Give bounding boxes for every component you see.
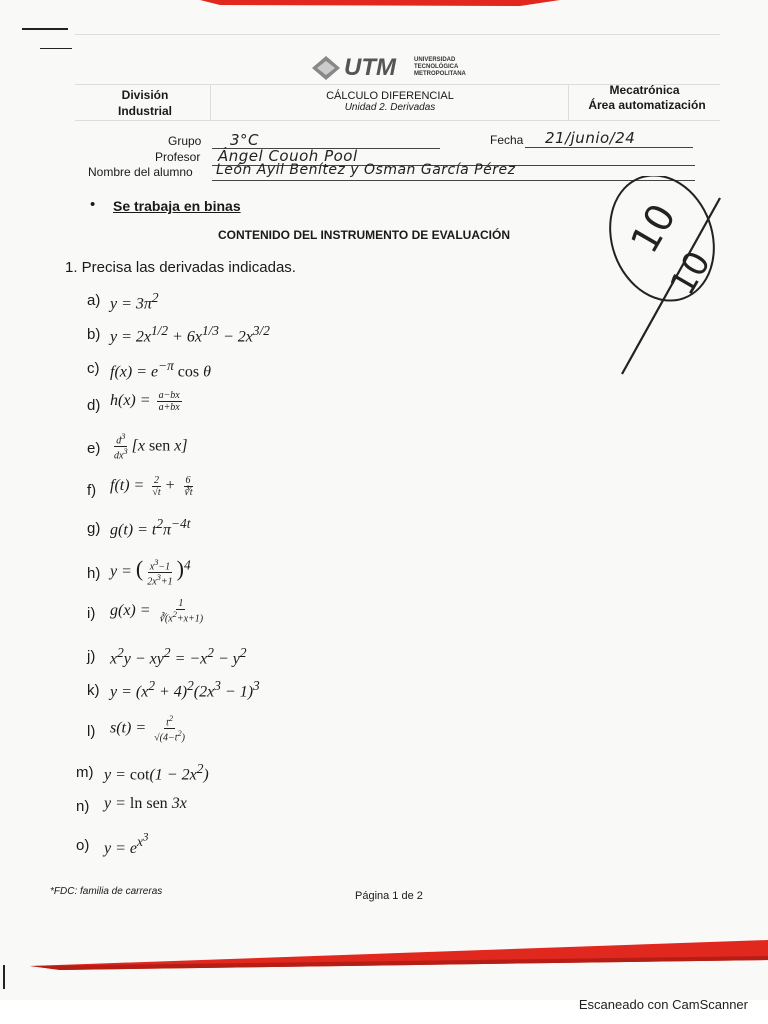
group-label: Grupo — [168, 134, 202, 148]
logo-line: UNIVERSIDAD — [414, 57, 456, 63]
career-value: Mecatrónica — [609, 83, 680, 97]
page-number: Página 1 de 2 — [355, 890, 423, 902]
item-label: d) — [87, 397, 101, 414]
item-label: n) — [76, 798, 90, 815]
item-label: j) — [87, 648, 96, 665]
logo-line: METROPOLITANA — [414, 71, 466, 77]
grade-mark — [600, 176, 740, 381]
question-text: 1. Precisa las derivadas indicadas. — [65, 259, 296, 276]
footer-note: *FDC: familia de carreras — [50, 886, 163, 897]
expr-a: $y = 3\pi^2$ — [110, 290, 159, 313]
expr-b: $y = 2x^{1/2} + 6x^{1/3} - 2x^{3/2}$ — [110, 323, 270, 346]
expr-i: g(x) = $\frac{1}{∛(x^2+x+1)}$ — [110, 598, 204, 625]
expr-m: $y = \cot(1 - 2x^2)$ — [104, 761, 209, 784]
grade-denominator: 10 — [662, 244, 719, 303]
expr-n: y = ln sen 3x — [104, 795, 187, 812]
division-label: División — [121, 88, 169, 102]
item-label: o) — [76, 837, 90, 854]
bullet-text: Se trabaja en binas — [113, 198, 241, 214]
date-underline — [525, 147, 693, 148]
area-value: Área automatización — [588, 98, 706, 112]
expr-o: $y = e^{x^3}$ — [104, 832, 149, 857]
date-label: Fecha — [490, 133, 524, 147]
student-label: Nombre del alumno — [88, 165, 193, 179]
header-border — [210, 84, 211, 120]
top-red-stripe — [0, 0, 768, 12]
grade-numerator: 10 — [622, 196, 685, 261]
expr-j: $x^2y - xy^2 = -x^2 - y^2$ — [110, 645, 247, 668]
bullet-dot: • — [90, 196, 96, 213]
header-border — [568, 84, 569, 120]
expr-l: s(t) = $\frac{t^2}{√(4-t^2)}$ — [110, 714, 185, 744]
item-label: a) — [87, 292, 101, 309]
utm-logo — [310, 54, 490, 84]
unit-title: Unidad 2. Derivadas — [344, 102, 436, 113]
header-border — [75, 120, 720, 121]
logo-line: TECNOLÓGICA — [414, 64, 459, 70]
expr-g: $g(t) = t^2\pi^{-4t}$ — [110, 516, 191, 539]
professor-value: Ángel Couoh Pool — [218, 147, 358, 165]
expr-d: h(x) = $\frac{a-bx}{a+bx}$ — [110, 390, 180, 413]
item-label: g) — [87, 520, 101, 537]
bottom-red-stripe — [0, 930, 768, 975]
expr-f: f(t) = $\frac{2}{√t}$ + $\frac{6}{∛t}$ — [110, 475, 193, 498]
logo-diamond-icon — [310, 54, 344, 82]
item-label: c) — [87, 360, 100, 377]
expr-k: $y = (x^2 + 4)^2(2x^3 - 1)^3$ — [110, 678, 260, 701]
scanner-watermark: Escaneado con CamScanner — [578, 997, 748, 1012]
student-value: León Ayil Benítez y Osman García Pérez — [216, 162, 516, 178]
item-label: m) — [76, 764, 94, 781]
date-value: 21/junio/24 — [545, 129, 636, 147]
expr-c: $f(x) = e^{-\pi}$ cos θ — [110, 358, 211, 381]
logo-text: UTM — [344, 54, 396, 81]
margin-mark — [22, 28, 68, 30]
expr-h: y = ( $\frac{x^3-1}{2x^3+1}$ )$^4$ — [110, 556, 191, 588]
margin-mark — [40, 48, 72, 49]
section-title: CONTENIDO DEL INSTRUMENTO DE EVALUACIÓN — [218, 228, 511, 242]
division-value: Industrial — [117, 104, 172, 118]
course-title: CÁLCULO DIFERENCIAL — [326, 90, 454, 102]
margin-mark — [3, 965, 5, 989]
item-label: i) — [87, 605, 96, 622]
item-label: f) — [87, 482, 97, 499]
item-label: e) — [87, 440, 101, 457]
item-label: k) — [87, 682, 100, 699]
group-value: 3°C — [230, 131, 260, 149]
expr-e: $\frac{d^3}{dx^3}$ [x sen x] — [114, 432, 188, 462]
logo-university-name — [414, 57, 466, 78]
item-label: l) — [87, 723, 96, 740]
item-label: b) — [87, 326, 101, 343]
item-label: h) — [87, 565, 101, 582]
scanner-bar — [0, 997, 768, 1024]
header-border — [75, 34, 720, 35]
professor-label: Profesor — [155, 150, 201, 164]
